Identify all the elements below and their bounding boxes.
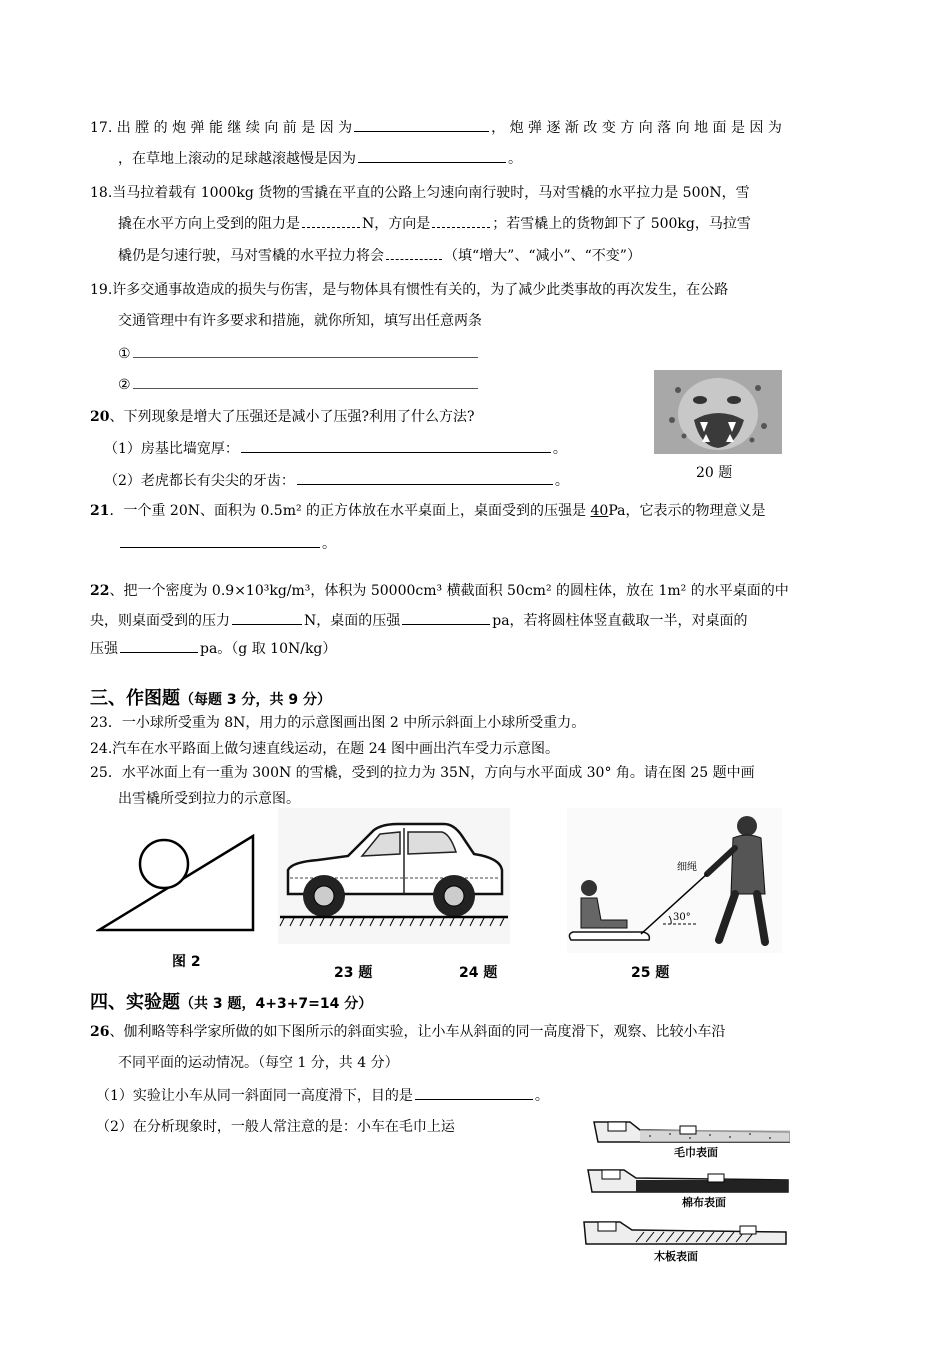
q25-line1: 25．水平冰面上有一重为 300N 的雪橇，受到的拉力为 35N，方向与水平面成 30° 角。请在图 25 题中画 <box>90 765 755 781</box>
q25-line2: 出雪橇所受到拉力的示意图。 <box>118 791 300 807</box>
surface-label-towel: 毛巾表面 <box>674 1146 718 1159</box>
surface-label-wood: 木板表面 <box>654 1250 698 1263</box>
q22-blank3[interactable] <box>120 638 198 653</box>
q24-text: 24.汽车在水平路面上做匀速直线运动，在题 24 图中画出汽车受力示意图。 <box>90 741 559 757</box>
q19-blank1[interactable] <box>133 343 478 358</box>
q21-line2: 。 <box>118 533 336 553</box>
q20-blank2[interactable] <box>297 470 553 485</box>
q26-blank1[interactable] <box>415 1085 533 1100</box>
q19-item1: ① <box>118 343 480 362</box>
q24-caption: 24 题 <box>459 965 498 981</box>
q19-line2: 交通管理中有许多要求和措施，就你所知，填写出任意两条 <box>118 313 482 329</box>
q20-line1: 20、下列现象是增大了压强还是减小了压强?利用了什么方法? <box>90 409 475 425</box>
incline-surfaces-figure <box>580 1118 790 1278</box>
car-figure <box>278 808 510 944</box>
tiger-image <box>654 370 782 454</box>
q17-line1: 17. 出 膛 的 炮 弹 能 继 续 向 前 是 因 为 ， 炮 弹 逐 渐 改 变 方 向 落 向 地 面 是 因 为 <box>90 117 782 137</box>
q18-blank3[interactable] <box>386 245 442 260</box>
q23-caption: 23 题 <box>334 965 373 981</box>
q23-text: 23．一小球所受重为 8N，用力的示意图画出图 2 中所示斜面上小球所受重力。 <box>90 715 586 731</box>
q19-item2: ② <box>118 374 480 393</box>
q25-caption: 25 题 <box>631 965 670 981</box>
incline-ball-figure <box>96 828 256 932</box>
q19-blank2[interactable] <box>133 374 478 389</box>
section-4-heading: 四、实验题（共 3 题，4+3+7=14 分） <box>90 992 373 1013</box>
q18-line1: 18.当马拉着载有 1000kg 货物的雪撬在平直的公路上匀速向南行驶时，马对雪橇的水平拉力是 500N，雪 <box>90 185 750 201</box>
angle-label: 30° <box>673 912 691 923</box>
q21-blank[interactable] <box>120 533 320 548</box>
surface-label-cotton: 棉布表面 <box>682 1196 726 1209</box>
q22-blank1[interactable] <box>232 610 302 625</box>
q22-line1: 22、把一个密度为 0.9×10³kg/m³，体积为 50000cm³ 横截面积 50cm² 的圆柱体，放在 1m² 的水平桌面的中 <box>90 583 789 599</box>
q20-figure-caption: 20 题 <box>696 465 733 481</box>
q19-line1: 19.许多交通事故造成的损失与伤害，是与物体具有惯性有关的，为了减少此类事故的再次发生，在公路 <box>90 282 729 298</box>
section-3-heading: 三、作图题（每题 3 分，共 9 分） <box>90 688 331 709</box>
q22-blank2[interactable] <box>402 610 490 625</box>
q22-line3: 压强 pa。（g 取 10N/kg） <box>90 638 336 658</box>
fig2-caption: 图 2 <box>172 954 201 970</box>
sled-figure <box>567 808 782 953</box>
q20-blank1[interactable] <box>241 438 551 453</box>
q18-line2: 撬在水平方向上受到的阻力是 N，方向是 ；若雪橇上的货物卸下了 500kg，马拉雪 <box>118 213 751 233</box>
q26-line1: 26、伽利略等科学家所做的如下图所示的斜面实验，让小车从斜面的同一高度滑下，观察、比较小车沿 <box>90 1024 726 1040</box>
q26-sub2: （2）在分析现象时，一般人常注意的是：小车在毛巾上运 <box>96 1119 455 1135</box>
rope-label: 细绳 <box>677 862 697 873</box>
q26-line2: 不同平面的运动情况。（每空 1 分，共 4 分） <box>118 1055 399 1071</box>
q21-line1: 21．一个重 20N、面积为 0.5m² 的正方体放在水平桌面上，桌面受到的压强是 40Pa，它表示的物理意义是 <box>90 503 766 519</box>
q18-blank1[interactable] <box>302 213 360 228</box>
q17-blank2[interactable] <box>358 148 506 163</box>
q17-line2: ，在草地上滚动的足球越滚越慢是因为 。 <box>118 148 522 168</box>
q17-blank1[interactable] <box>354 117 489 132</box>
q20-item1: （1）房基比墙宽厚： 。 <box>104 438 567 458</box>
q18-line3: 橇仍是匀速行驶，马对雪橇的水平拉力将会 （填“增大”、“减小”、“不变”） <box>118 245 641 265</box>
q22-line2: 央，则桌面受到的压力 N，桌面的压强 pa，若将圆柱体竖直截取一半，对桌面的 <box>90 610 748 630</box>
q26-sub1: （1）实验让小车从同一斜面同一高度滑下，目的是 。 <box>96 1085 549 1105</box>
q20-item2: （2）老虎都长有尖尖的牙齿： 。 <box>104 470 569 490</box>
q18-blank2[interactable] <box>432 213 490 228</box>
